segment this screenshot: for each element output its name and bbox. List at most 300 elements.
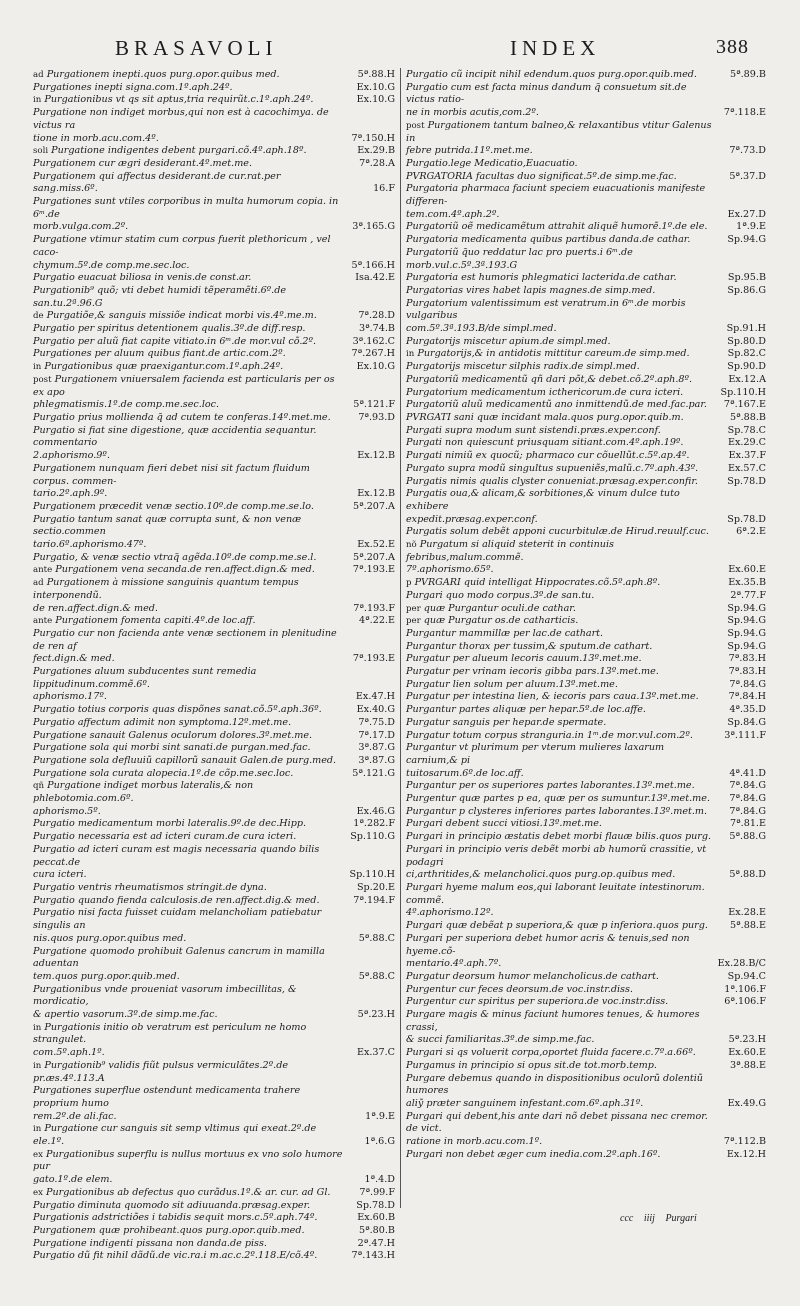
entry-heading: Purgatio prius mollienda q̃ ad cutem te conferas.14º.met.me.	[33, 411, 331, 423]
entry-reference: 5ª.37.D	[726, 171, 766, 184]
entry-reference: 1ª.4.D	[361, 1174, 395, 1187]
index-entry	[33, 907, 395, 945]
entry-reference: Ex.47.H	[353, 691, 395, 704]
index-entry	[406, 1073, 766, 1111]
index-entry	[406, 679, 766, 692]
entry-reference: Sp.90.D	[724, 361, 766, 374]
entry-heading: Purgatio.lege Medicatio,Euacuatio.	[406, 157, 578, 169]
entry-heading: Purgatur deorsum humor melancholicus.de cathart.	[406, 970, 659, 982]
entry-text	[406, 628, 766, 641]
entry-text	[33, 1085, 395, 1123]
entry-reference: 3ª.74.B	[356, 323, 395, 336]
index-entry	[406, 272, 766, 285]
entry-text	[406, 463, 766, 476]
index-entry	[406, 183, 766, 221]
entry-heading: Purgato supra modũ singultus supueniẽs,malũ.c.7º.aph.43º.	[406, 462, 699, 474]
entry-reference: 5ª.88.E	[727, 920, 766, 933]
entry-reference: 7ª.83.H	[726, 666, 766, 679]
index-entry	[406, 615, 766, 628]
index-entry	[406, 488, 766, 526]
index-entry	[33, 755, 395, 768]
entry-text	[33, 818, 395, 831]
entry-reference: 7ª.17.D	[355, 730, 395, 743]
entry-text	[406, 285, 766, 298]
index-entry	[33, 310, 395, 323]
entry-heading: Purgationem qui affectus desiderant.de cur.rat.per sang.miss.6º.	[33, 170, 281, 195]
entry-heading: Purgatorium valentissimum est veratrum.in 6ᵐ.de morbis vulgaribus com.5º.3ª.193.B/de simpl.med.	[406, 297, 686, 335]
entry-reference: 1ª.6.G	[361, 1136, 395, 1149]
index-entry	[406, 526, 766, 539]
entry-heading: Purgatio euacuat biliosa in venis.de const.ar.	[33, 272, 252, 284]
entry-reference: 3ª.88.E	[727, 1060, 766, 1073]
index-entry	[33, 336, 395, 349]
entry-heading: Purgati nimiũ ex quocũ; pharmaco cur cõuellũt.c.5º.ap.4º.	[406, 450, 690, 462]
entry-reference: Ex.10.G	[354, 82, 395, 95]
index-entry	[406, 806, 766, 819]
entry-reference: 5ª.80.B	[356, 1225, 395, 1238]
entry-heading: Purgatio quando fienda calculosis.de ren.affect.dig.& med.	[33, 894, 320, 906]
entry-text	[406, 387, 766, 400]
entry-reference: 7ª.99.F	[356, 1187, 395, 1200]
entry-heading: Purgatorijs,& in antidotis mittitur careum.de simp.med.	[417, 348, 690, 360]
index-entry	[33, 412, 395, 425]
index-entry	[406, 120, 766, 158]
entry-reference: 7ª.93.D	[355, 412, 395, 425]
entry-text	[406, 882, 766, 920]
entry-text	[406, 272, 766, 285]
index-entry	[33, 882, 395, 895]
entry-text	[406, 691, 766, 704]
entry-text	[406, 653, 766, 666]
entry-reference: Sp.78.D	[724, 514, 766, 527]
entry-reference: Sp.110.H	[718, 387, 767, 400]
entry-heading: Purgari hyeme malum eos,qui laborant leuitate intestinorum. commẽ. 4º.aphorismo.12º.	[406, 882, 705, 919]
entry-text	[406, 82, 766, 120]
entry-lead: in	[33, 1022, 42, 1033]
entry-text	[406, 793, 766, 806]
entry-heading: Purgatoria pharmaca faciunt speciem euacuationis manifeste differen- tem.com.4º.aph.2º.	[406, 183, 706, 220]
entry-text	[406, 298, 766, 336]
entry-heading: Purgentur quæ partes p ea, quæ per os sumuntur.13º.met.me.	[406, 793, 710, 805]
entry-lead: post	[406, 120, 425, 131]
entry-heading: Purgatur totum corpus stranguria.in 1ᵐ.de mor.vul.com.2º.	[406, 729, 693, 741]
entry-heading: Purgationes aluum subducentes sunt remedia lippitudinum.commẽ.6º. aphorismo.17º.	[33, 666, 257, 703]
entry-reference: Isa.42.E	[352, 272, 395, 285]
entry-text	[33, 907, 395, 945]
entry-heading: Purgatio si fiat sine digestione, quæ accidentia sequantur. commentario 2.aphorismo.9º.	[33, 424, 317, 462]
entry-reference: 1ª.9.E	[362, 1111, 395, 1124]
entry-text	[406, 920, 766, 933]
entry-text	[33, 704, 395, 717]
index-entry	[406, 374, 766, 387]
index-entry	[406, 247, 766, 272]
index-entry	[406, 539, 766, 577]
index-entry	[33, 615, 395, 628]
entry-heading: Purgationem tantum balneo,& relaxantibus vtitur Galenus in febre putrida.11º.met.me.	[406, 119, 712, 157]
entry-heading: Purgationib⁹ validis fiũt pulsus vermiculãtes.2º.de pr.æs.4º.113.A	[33, 1059, 289, 1084]
entry-lead: ante	[33, 616, 53, 627]
entry-text	[406, 615, 766, 628]
entry-reference: 6ª.106.F	[721, 996, 766, 1009]
entry-text	[406, 374, 766, 387]
entry-text	[33, 755, 395, 768]
entry-heading: Purgatorijs miscetur silphis radix.de simpl.med.	[406, 361, 640, 373]
index-entry	[406, 1060, 766, 1073]
entry-reference: 5ª.89.B	[727, 69, 766, 82]
entry-text	[33, 196, 395, 234]
entry-reference: 5ª.23.H	[355, 1009, 395, 1022]
entry-text	[406, 831, 766, 844]
entry-text	[33, 234, 395, 272]
entry-heading: Purgantur p clysteres inferiores partes laborantes.13º.met.m.	[406, 805, 708, 817]
entry-reference: 7ª.150.H	[349, 133, 395, 146]
entry-reference: Sp.94.G	[724, 615, 766, 628]
entry-reference: Sp.80.D	[724, 336, 766, 349]
entry-text	[406, 641, 766, 654]
index-entry	[33, 1250, 395, 1263]
entry-reference: Sp.95.B	[725, 272, 766, 285]
entry-reference: Ex.12.H	[724, 1149, 766, 1162]
entry-text	[33, 895, 395, 908]
entry-reference: 7ª.84.G	[726, 679, 766, 692]
index-entry	[406, 933, 766, 971]
entry-text	[406, 704, 766, 717]
entry-heading: Purgari quo modo corpus.3º.de san.tu.	[406, 589, 595, 601]
entry-heading: Purgatio dũ fit nihil dãdũ.de vic.ra.i m.ac.c.2º.118.E/cõ.4º.	[33, 1250, 318, 1262]
entry-reference: Ex.57.C	[725, 463, 766, 476]
entry-lead: in	[33, 1060, 42, 1071]
entry-text	[33, 336, 395, 349]
entry-text	[406, 183, 766, 221]
entry-heading: Purgationibus quæ praexigantur.com.1º.aph.24º.	[44, 361, 284, 373]
entry-text	[33, 272, 395, 285]
entry-heading: Purgatio cũ incipit nihil edendum.quos purg.opor.quib.med.	[406, 69, 697, 80]
entry-reference: 1ª.282.F	[350, 818, 395, 831]
entry-heading: Purgatur per intestina lien, & iecoris pars caua.13º.met.me.	[406, 691, 699, 703]
entry-reference: 7ª.84.G	[726, 780, 766, 793]
entry-lead: de	[33, 311, 44, 322]
entry-text	[406, 348, 766, 361]
entry-text	[33, 514, 395, 552]
entry-reference: 16.F	[370, 183, 395, 196]
entry-heading: Purgatione sola qui morbi sint sanati.de purgan.med.fac.	[33, 742, 311, 754]
entry-reference: Ex.60.E	[725, 1047, 766, 1060]
entry-text	[406, 577, 766, 590]
entry-text	[33, 323, 395, 336]
entry-text	[406, 780, 766, 793]
entry-text	[33, 564, 395, 577]
entry-reference: Sp.94.G	[724, 641, 766, 654]
entry-heading: Purgare debemus quando in dispositionibus oculorũ dolentiũ humores aliỹ præter sanguinem infestant.com.6º.aph.31º.	[406, 1072, 703, 1109]
index-entry	[33, 946, 395, 984]
entry-heading: Purgatio affectum adimit non symptoma.12º.met.me.	[33, 716, 292, 728]
entry-text	[406, 526, 766, 539]
index-entry	[406, 590, 766, 603]
entry-heading: Purgatio ad icteri curam est magis necessaria quando bilis peccat.de cura icteri.	[33, 843, 320, 881]
entry-text	[406, 730, 766, 743]
index-entry	[406, 844, 766, 882]
entry-lead: p	[406, 578, 412, 589]
entry-text	[33, 171, 395, 196]
entry-reference: Sp.94.C	[725, 971, 766, 984]
index-entry	[33, 1212, 395, 1225]
index-entry	[406, 234, 766, 247]
entry-heading: Purgatoria est humoris phlegmatici lacterida.de cathar.	[406, 272, 677, 284]
entry-text	[33, 1149, 395, 1187]
entry-reference: 7ª.112.B	[721, 1136, 766, 1149]
entry-text	[406, 437, 766, 450]
footer-signature-catchword	[620, 1213, 697, 1224]
entry-heading: Purgationis initio ob veratrum est periculum ne homo strangulet. com.5º.aph.1º.	[33, 1021, 307, 1059]
entry-reference: 7ª.28.A	[356, 158, 395, 171]
index-entry	[406, 780, 766, 793]
entry-reference: 7ª.143.H	[349, 1250, 395, 1263]
index-entry	[406, 666, 766, 679]
entry-reference: 5ª.23.H	[726, 1034, 766, 1047]
entry-text	[33, 1123, 395, 1148]
entry-text	[406, 984, 766, 997]
index-entry	[33, 628, 395, 666]
entry-text	[33, 615, 395, 628]
entry-reference: Ex.29.B	[354, 145, 395, 158]
index-entry	[406, 730, 766, 743]
page-number: 388	[716, 36, 749, 58]
index-entry	[33, 69, 395, 82]
entry-text	[33, 552, 395, 565]
entry-heading: Purgatio per aluũ fiat capite vitiato.in 6ᵐ.de mor.vul cõ.2º.	[33, 335, 317, 347]
index-entry	[33, 768, 395, 781]
entry-reference: 5ª.121.F	[350, 399, 395, 412]
entry-text	[33, 348, 395, 361]
index-entry	[33, 348, 395, 361]
entry-text	[33, 1250, 395, 1263]
index-entry	[33, 514, 395, 552]
entry-text	[406, 539, 766, 577]
entry-reference: 3ª.165.G	[349, 221, 395, 234]
index-entry	[406, 348, 766, 361]
entry-reference: 5ª.88.G	[726, 831, 766, 844]
entry-text	[33, 780, 395, 818]
index-entry	[406, 628, 766, 641]
entry-lead: per	[406, 616, 421, 627]
entry-text	[33, 768, 395, 781]
entry-heading: Purgatio necessaria est ad icteri curam.de cura icteri.	[33, 831, 297, 843]
entry-text	[33, 69, 395, 82]
entry-reference: Ex.12.A	[725, 374, 766, 387]
entry-text	[406, 450, 766, 463]
entry-reference: 7ª.267.H	[349, 348, 395, 361]
entry-heading: Purgationibus superflu is nullus mortuus ex vno solo humore pur gato.1º.de elem.	[33, 1148, 343, 1186]
entry-text	[33, 742, 395, 755]
entry-reference: 7ª.118.E	[721, 107, 766, 120]
entry-heading: Purgatio ventris rheumatismos stringit.de dyna.	[33, 882, 267, 893]
index-entry	[33, 831, 395, 844]
entry-reference: 4ª.41.D	[726, 768, 766, 781]
entry-reference: 6ª.2.E	[733, 526, 766, 539]
entry-text	[33, 946, 395, 984]
index-entry	[406, 882, 766, 920]
index-entry	[406, 69, 766, 82]
entry-text	[33, 501, 395, 514]
entry-text	[406, 996, 766, 1009]
entry-text	[33, 94, 395, 107]
index-entry	[406, 577, 766, 590]
entry-heading: Purgatis nimis qualis clyster conueniat.præsag.exper.confir.	[406, 475, 698, 487]
entry-reference: Ex.29.C	[725, 437, 766, 450]
entry-heading: Purgationem vniuersalem facienda est particularis per os ex apo phlegmatismis.1º.de comp.me.sec.loc.	[33, 373, 335, 411]
entry-heading: Purgatione vtimur statim cum corpus fuerit plethoricum , vel caco- chymum.5º.de comp.me.sec.loc.	[33, 234, 331, 271]
entry-heading: Purgationem inepti.quos purg.opor.quibus med.	[46, 69, 280, 80]
index-entry	[33, 171, 395, 196]
entry-reference: Ex.10.G	[354, 94, 395, 107]
index-entry	[406, 425, 766, 438]
index-entry	[406, 82, 766, 120]
entry-reference: 5ª.88.H	[355, 69, 395, 82]
entry-heading: Purgari per superiora debet humor acris & tenuis,sed non hyeme.cõ- mentario.4º.aph.7º.	[406, 932, 690, 970]
entry-reference: 7ª.84.H	[726, 691, 766, 704]
entry-heading: Purgatio nisi facta fuisset cuidam melancholiam patiebatur singulis an nis.quos purg.opor.quibus med.	[33, 907, 322, 944]
entry-heading: Purgari qui debent,his ante dari nõ debet pissana nec cremor. de vict. ratione in morb.acu.com.1º.	[406, 1110, 708, 1148]
index-entry	[33, 285, 395, 310]
entry-heading: Purgationes inepti signa.com.1º.aph.24º.	[33, 81, 233, 93]
entry-text	[33, 1187, 395, 1200]
entry-heading: Purgatorijs miscetur apium.de simpl.med.	[406, 335, 611, 347]
entry-heading: Purgationem nunquam fieri debet nisi sit factum fluidum corpus. commen- tario.2º.aph.9º.	[33, 462, 310, 500]
entry-lead: in	[33, 362, 42, 373]
entry-text	[33, 1225, 395, 1238]
entry-lead: ad	[33, 578, 44, 589]
index-entry	[406, 653, 766, 666]
entry-reference: 5ª.88.C	[356, 933, 395, 946]
entry-reference: Sp.110.G	[347, 831, 395, 844]
index-entry	[33, 196, 395, 234]
index-entry	[33, 1200, 395, 1213]
entry-reference: 4ª.22.E	[356, 615, 395, 628]
entry-lead: soli	[33, 146, 49, 157]
entry-text	[406, 1149, 766, 1162]
index-entry	[406, 742, 766, 780]
entry-reference: 2ª.77.F	[727, 590, 766, 603]
index-entry	[33, 1187, 395, 1200]
index-entry	[406, 818, 766, 831]
entry-heading: quæ Purgantur oculi.de cathar.	[423, 602, 576, 614]
entry-text	[33, 425, 395, 463]
index-entry	[33, 1238, 395, 1251]
index-entry	[33, 82, 395, 95]
entry-heading: Purgari quæ debẽat p superiora,& quæ p inferiora.quos purg.	[406, 920, 708, 932]
entry-text	[406, 171, 766, 184]
entry-heading: Purgentur cur spiritus per superiora.de voc.instr.diss.	[406, 996, 669, 1008]
index-entry	[33, 552, 395, 565]
entry-heading: Purgati non quiescunt priusquam sitiant.com.4º.aph.19º.	[406, 437, 684, 449]
entry-reference: 5ª.207.A	[350, 552, 395, 565]
index-entry	[33, 374, 395, 412]
entry-reference: 7ª.193.E	[350, 564, 395, 577]
index-entry	[406, 1111, 766, 1149]
entry-lead: post	[33, 374, 52, 385]
entry-reference: Sp.86.G	[724, 285, 766, 298]
entry-text	[406, 717, 766, 730]
index-entry	[33, 717, 395, 730]
entry-reference: 7ª.167.E	[721, 399, 766, 412]
entry-text	[406, 1073, 766, 1111]
entry-text	[33, 285, 395, 310]
entry-text	[33, 666, 395, 704]
entry-lead: ante	[33, 565, 53, 576]
entry-heading: Purgatoriũ oẽ medicamẽtum attrahit aliquẽ humorẽ.1º.de ele.	[406, 221, 708, 233]
index-entry	[406, 793, 766, 806]
index-entry	[33, 895, 395, 908]
index-entry	[406, 221, 766, 234]
index-entry	[33, 1022, 395, 1060]
left-column	[33, 69, 395, 1263]
entry-reference: 7ª.193.F	[350, 603, 395, 616]
entry-heading: PVRGARI quid intelligat Hippocrates.cõ.5º.aph.8º.	[414, 577, 661, 589]
entry-reference: Sp.84.G	[724, 717, 766, 730]
entry-reference: Sp.94.G	[724, 234, 766, 247]
entry-heading: Purgationes sunt vtiles corporibus in multa humorum copia. in 6ᵐ.de morb.vulga.com.2º.	[33, 196, 339, 233]
entry-heading: Purgantur thorax per tussim,& sputum.de cathart.	[406, 640, 653, 652]
entry-heading: Purgatoria medicamenta quibus partibus danda.de cathar.	[406, 234, 691, 246]
entry-reference: 7ª.84.G	[726, 793, 766, 806]
entry-heading: Purgatorias vires habet lapis magnes.de simp.med.	[406, 284, 656, 296]
index-entry	[406, 717, 766, 730]
entry-heading: Purgantur mammillæ per lac.de cathart.	[406, 627, 604, 639]
entry-reference: Sp.78.D	[724, 476, 766, 489]
entry-reference: 7ª.194.F	[350, 895, 395, 908]
entry-lead: per	[406, 603, 421, 614]
entry-text	[33, 107, 395, 145]
entry-text	[33, 310, 395, 323]
entry-reference: Ex.28.E	[725, 907, 766, 920]
index-entry	[33, 1149, 395, 1187]
entry-reference: Ex.52.E	[354, 539, 395, 552]
entry-reference: Ex.27.D	[725, 209, 766, 222]
entry-reference: Sp.20.E	[354, 882, 395, 895]
entry-reference: Ex.12.B	[354, 450, 395, 463]
entry-reference: Ex.37.F	[726, 450, 766, 463]
entry-reference: 7ª.81.E	[727, 818, 766, 831]
entry-text	[406, 844, 766, 882]
index-entry	[406, 691, 766, 704]
entry-lead: qñ	[33, 781, 45, 792]
entry-reference: Ex.49.G	[725, 1098, 766, 1111]
entry-reference: Ex.40.G	[354, 704, 395, 717]
entry-reference: Sp.94.G	[724, 628, 766, 641]
index-entry	[33, 158, 395, 171]
catchword: Purgari	[665, 1213, 697, 1224]
index-entry	[406, 641, 766, 654]
entry-heading: Purgantur vt plurimum per vterum mulieres laxarum carnium,& pi tuitosarum.6º.de loc.aff.	[406, 742, 665, 779]
entry-text	[406, 1060, 766, 1073]
index-entry	[406, 984, 766, 997]
entry-text	[406, 158, 766, 171]
entry-reference: Ex.37.C	[354, 1047, 395, 1060]
entry-text	[33, 1238, 395, 1251]
entry-text	[33, 1212, 395, 1225]
entry-heading: PVRGATI sani quæ incidant mala.quos purg.opor.quib.m.	[406, 411, 684, 423]
entry-heading: Purgare magis & minus faciunt humores tenues, & humores crassi, & succi familiaritas.3º.de simp.me.fac.	[406, 1009, 700, 1046]
entry-reference: 7ª.84.G	[726, 806, 766, 819]
index-entry	[406, 361, 766, 374]
entry-text	[406, 399, 766, 412]
entry-reference: Ex.60.B	[354, 1212, 395, 1225]
entry-reference: Ex.35.B	[725, 577, 766, 590]
entry-reference: Ex.28.B/C	[715, 958, 766, 971]
index-entry	[33, 1085, 395, 1123]
entry-text	[33, 984, 395, 1022]
index-entry	[33, 730, 395, 743]
